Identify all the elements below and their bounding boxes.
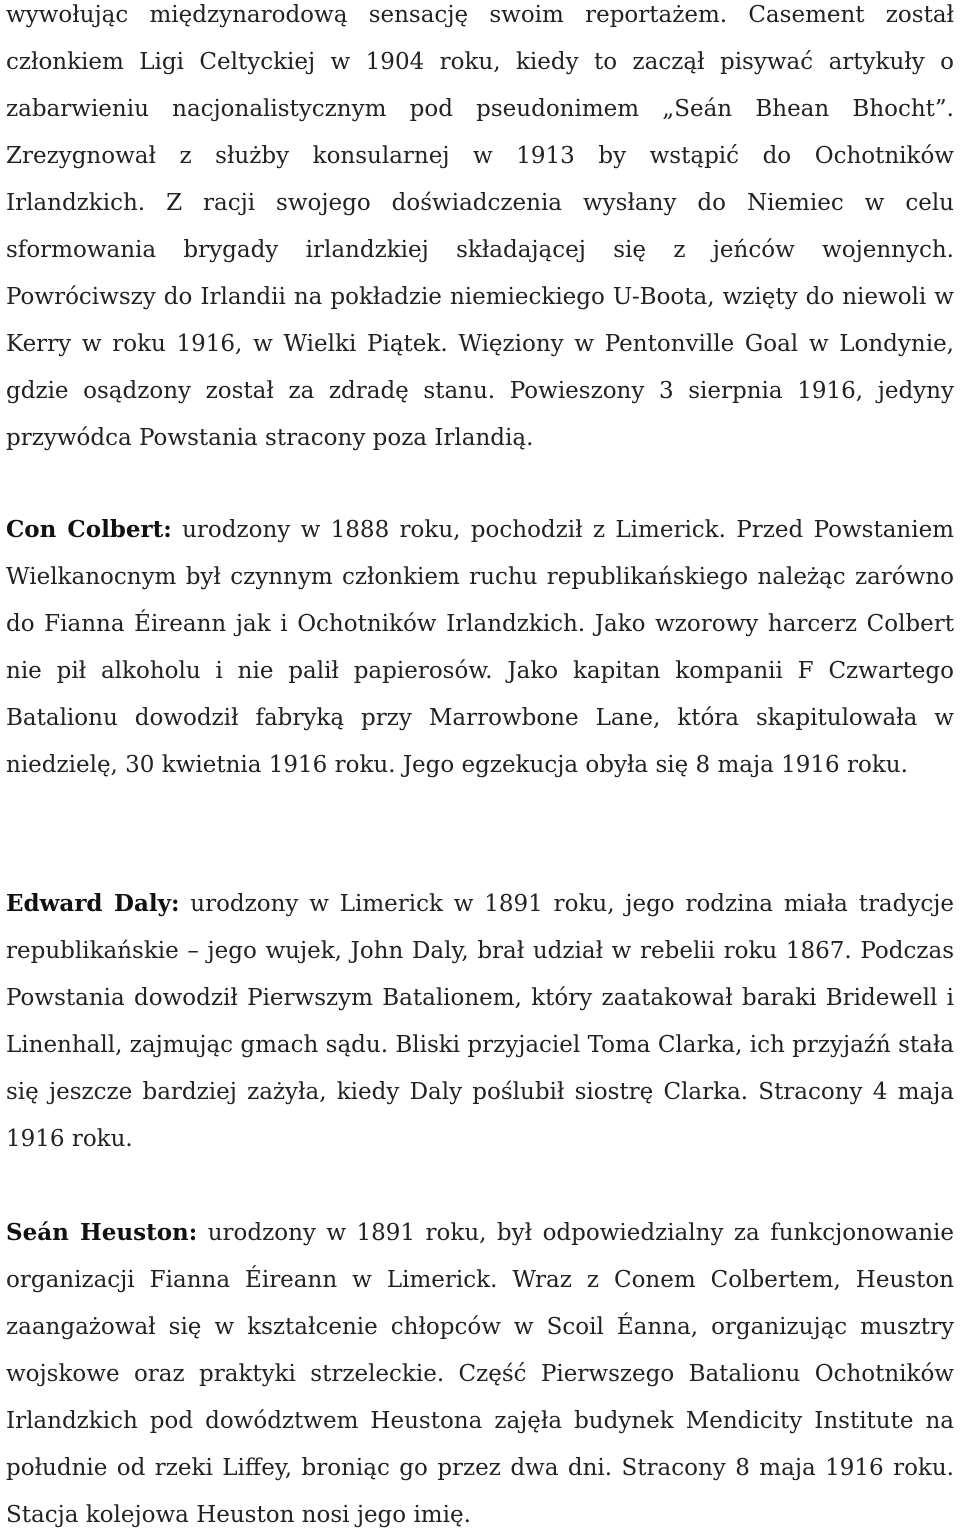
person-name: Con Colbert:: [6, 516, 172, 543]
paragraph-text: urodzony w Limerick w 1891 roku, jego rodzina miała tradycje republikańskie – jego wujek, John Daly, brał udział w rebelii roku 1867. Podczas Powstania dowodził Pierwszym Batalionem, który zaatakował baraki Bridewell i Linenhall, zajmując gmach sądu. Bliski przyjaciel Toma Clarka, ich przyjaźń stała się jeszcze bardziej zażyła, kiedy Daly poślubił siostrę Clarka. Stracony 4 maja 1916 roku.: [6, 891, 954, 1152]
paragraph-text: urodzony w 1888 roku, pochodził z Limerick. Przed Powstaniem Wielkanocnym był czynnym członkiem ruchu republikańskiego należąc zarówno do Fianna Éireann jak i Ochotników Irlandzkich. Jako wzorowy harcerz Colbert nie pił alkoholu i nie palił papierosów. Jako kapitan kompanii F Czwartego Batalionu dowodził fabryką przy Marrowbone Lane, która skapitulowała w niedzielę, 30 kwietnia 1916 roku. Jego egzekucja obyła się 8 maja 1916 roku.: [6, 517, 954, 778]
paragraph-sean-heuston: [6, 1209, 954, 1539]
paragraph-casement: [6, 0, 954, 462]
person-name: Seán Heuston:: [6, 1219, 198, 1246]
person-name: Edward Daly:: [6, 890, 180, 917]
paragraph-text: wywołując międzynarodową sensację swoim reportażem. Casement został członkiem Ligi Celtyckiej w 1904 roku, kiedy to zaczął pisywać artykuły o zabarwieniu nacjonalistycznym pod pseudonimem „Seán Bhean Bhocht”. Zrezygnował z służby konsularnej w 1913 by wstąpić do Ochotników Irlandzkich. Z racji swojego doświadczenia wysłany do Niemiec w celu sformowania brygady irlandzkiej składającej się z jeńców wojennych. Powróciwszy do Irlandii na pokładzie niemieckiego U-Boota, wzięty do niewoli w Kerry w roku 1916, w Wielki Piątek. Więziony w Pentonville Goal w Londynie, gdzie osądzony został za zdradę stanu. Powieszony 3 sierpnia 1916, jedyny przywódca Powstania stracony poza Irlandią.: [6, 2, 954, 451]
paragraph-con-colbert: [6, 506, 954, 789]
paragraph-edward-daly: [6, 880, 954, 1163]
paragraph-text: urodzony w 1891 roku, był odpowiedzialny za funkcjonowanie organizacji Fianna Éireann w Limerick. Wraz z Conem Colbertem, Heuston zaangażował się w kształcenie chłopców w Scoil Éanna, organizując musztry wojskowe oraz praktyki strzeleckie. Część Pierwszego Batalionu Ochotników Irlandzkich pod dowództwem Heustona zajęła budynek Mendicity Institute na południe od rzeki Liffey, broniąc go przez dwa dni. Stracony 8 maja 1916 roku. Stacja kolejowa Heuston nosi jego imię.: [6, 1220, 954, 1528]
